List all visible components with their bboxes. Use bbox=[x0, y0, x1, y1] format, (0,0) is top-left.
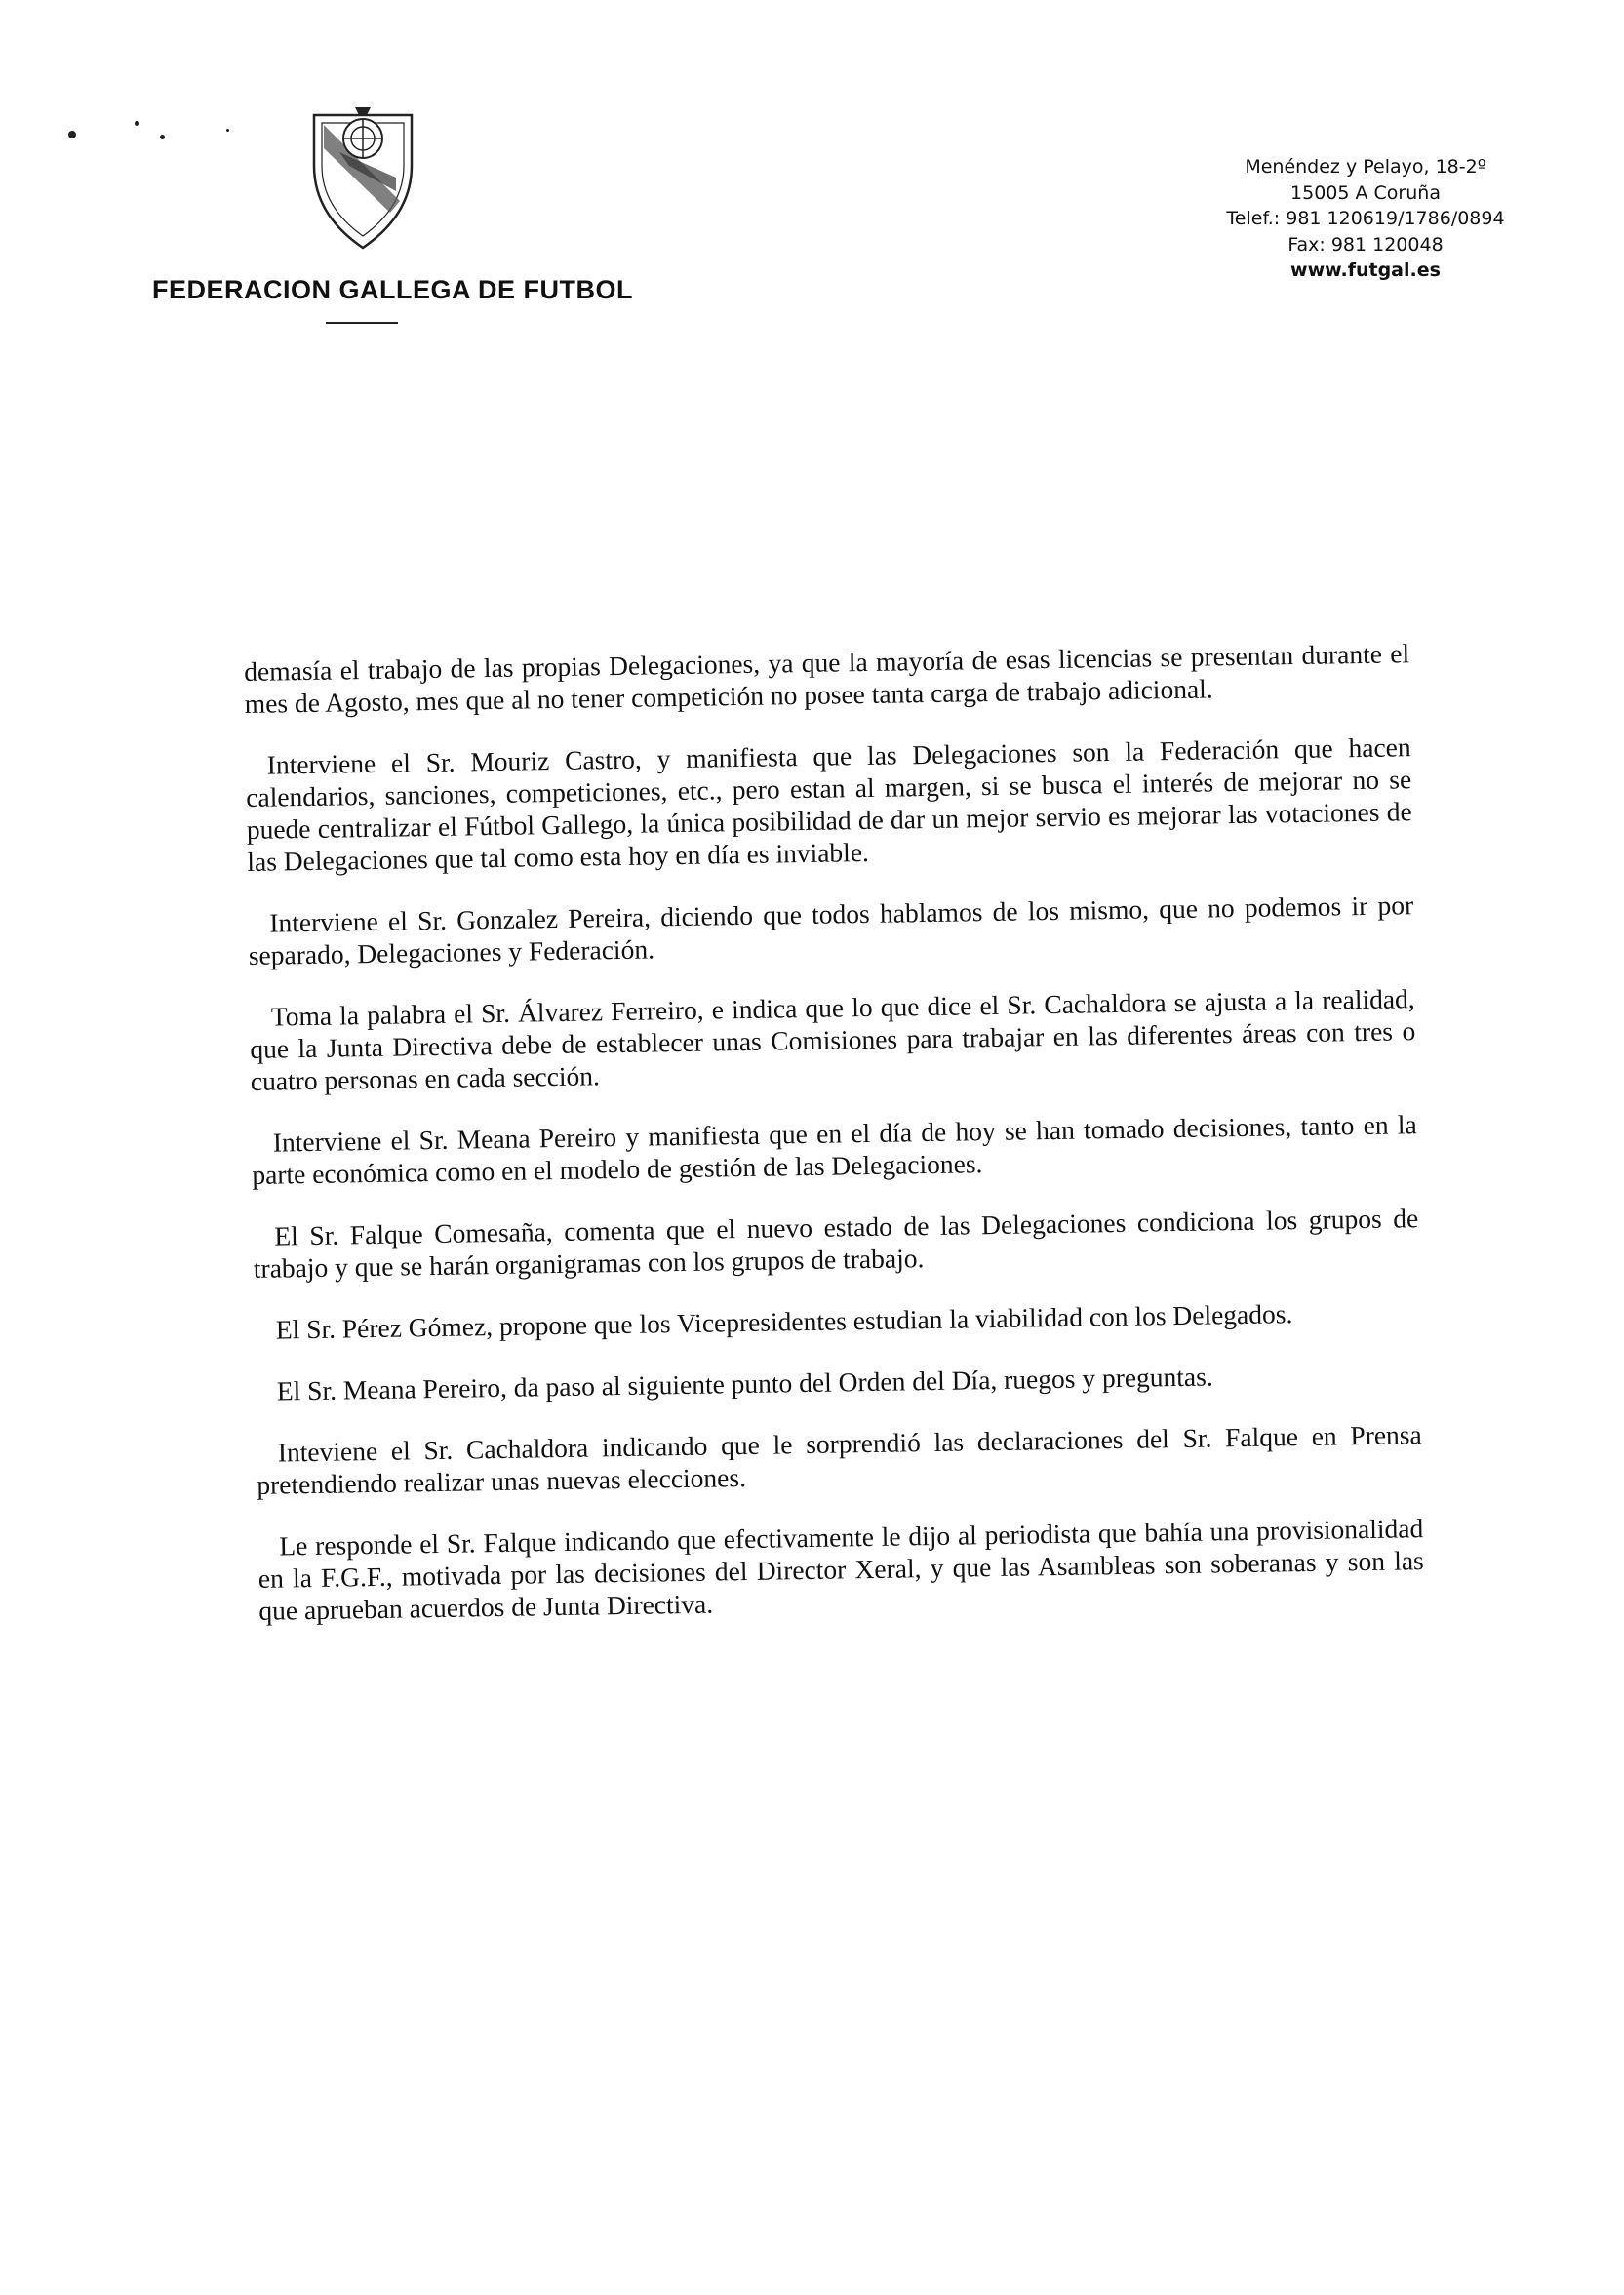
address-line: Menéndez y Pelayo, 18-2º bbox=[1245, 156, 1486, 178]
fax-line: Fax: 981 120048 bbox=[1287, 233, 1444, 256]
organization-name: FEDERACION GALLEGA DE FUTBOL bbox=[152, 275, 633, 304]
body-paragraph: El Sr. Falque Comesaña, comenta que el nuevo estado de las Delegaciones condiciona los grupos de trabajo y que se harán organigramas con los grupos de trabajo. bbox=[253, 1203, 1419, 1284]
scan-speck bbox=[135, 121, 139, 126]
scan-speck bbox=[68, 131, 76, 138]
body-paragraph: Toma la palabra el Sr. Álvarez Ferreiro, e indica que lo que dice el Sr. Cachaldora se ajusta a la realidad, que la Junta Directiva debe de establecer unas Comisiones para trabajar en las diferentes áreas con tres o cuatro personas en cada sección. bbox=[250, 983, 1416, 1096]
organization-underline bbox=[326, 322, 398, 324]
body-paragraph: El Sr. Meana Pereiro, da paso al siguiente punto del Orden del Día, ruegos y preguntas. bbox=[276, 1361, 1213, 1406]
body-paragraph: Le responde el Sr. Falque indicando que efectivamente le dijo al periodista que bahía una provisionalidad en la F.G.F., motivada por las decisiones del Director Xeral, y que las Asambleas son soberanas y son las que aprueban acuerdos de Junta Directiva. bbox=[257, 1513, 1424, 1626]
body-paragraph: Interviene el Sr. Gonzalez Pereira, diciendo que todos hablamos de los mismo, que no podemos ir por separado, Delegaciones y Federación. bbox=[248, 890, 1414, 970]
body-paragraph: Interviene el Sr. Mouriz Castro, y manifiesta que las Delegaciones son la Federación que hacen calendarios, sanciones, competiciones, etc., pero estan al margen, si se busca el interés de mejorar no se puede centralizar el Fútbol Gallego, la única posibilidad de dar un mejor servio es mejorar las votaciones de las Delegaciones que tal como esta hoy en día es inviable. bbox=[246, 732, 1412, 877]
body-paragraph: Interviene el Sr. Meana Pereiro y manifiesta que en el día de hoy se han tomado decisiones, tanto en la parte económica como en el modelo de gestión de las Delegaciones. bbox=[252, 1109, 1417, 1190]
body-paragraph: El Sr. Pérez Gómez, propone que los Vicepresidentes estudian la viabilidad con los Delegados. bbox=[275, 1298, 1293, 1345]
phone-line: Telef.: 981 120619/1786/0894 bbox=[1226, 208, 1505, 229]
letter-body bbox=[244, 637, 1425, 1656]
federation-crest-icon bbox=[310, 105, 416, 250]
postal-city-line: 15005 A Coruña bbox=[1290, 181, 1441, 204]
body-paragraph: Inteviene el Sr. Cachaldora indicando que le sorprendió las declaraciones del Sr. Falque en Prensa pretendiendo realizar unas nuevas elecciones. bbox=[257, 1419, 1422, 1500]
scan-speck bbox=[160, 135, 165, 139]
body-paragraph: demasía el trabajo de las propias Delegaciones, ya que la mayoría de esas licencias se presentan durante el mes de Agosto, mes que al no tener competición no posee tanta carga de trabajo adicional. bbox=[244, 638, 1410, 719]
scan-speck bbox=[226, 129, 229, 132]
contact-block bbox=[1151, 154, 1580, 284]
website-link[interactable]: www.futgal.es bbox=[1290, 259, 1441, 281]
